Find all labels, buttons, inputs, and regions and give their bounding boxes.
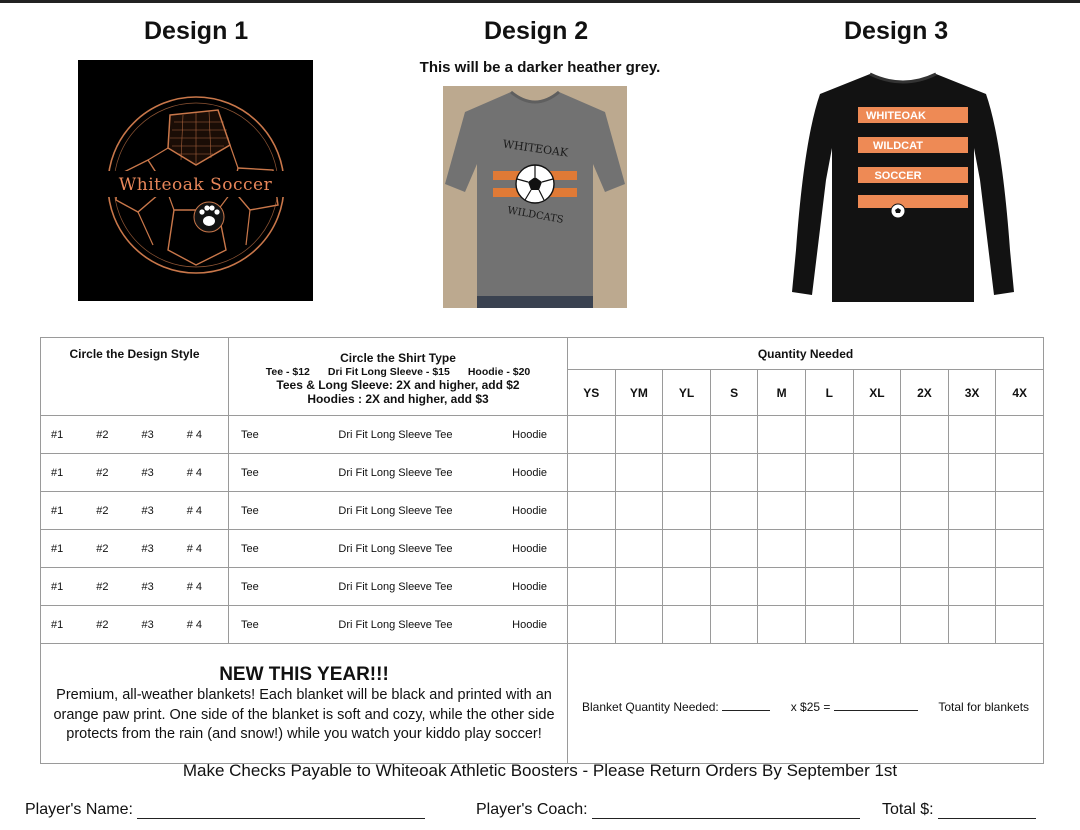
qty-cell-yl[interactable] — [663, 530, 711, 568]
type-option-drifit[interactable]: Dri Fit Long Sleeve Tee — [338, 504, 453, 517]
type-option-tee[interactable]: Tee — [241, 428, 259, 441]
blanket-total-field[interactable] — [834, 710, 918, 711]
design-choice-cell — [41, 454, 229, 492]
player-coach-field — [476, 801, 860, 819]
qty-cell-4x[interactable] — [996, 416, 1044, 454]
qty-cell-ys[interactable] — [568, 416, 616, 454]
design-1-image — [78, 60, 313, 301]
qty-cell-yl[interactable] — [663, 492, 711, 530]
qty-cell-3x[interactable] — [948, 416, 996, 454]
qty-cell-s[interactable] — [710, 416, 758, 454]
qty-cell-l[interactable] — [805, 492, 853, 530]
design-option-3[interactable]: #3 — [141, 504, 154, 517]
qty-cell-m[interactable] — [758, 416, 806, 454]
type-option-tee[interactable]: Tee — [241, 618, 259, 631]
qty-cell-3x[interactable] — [948, 568, 996, 606]
qty-cell-ys[interactable] — [568, 454, 616, 492]
qty-cell-ym[interactable] — [615, 492, 663, 530]
size-header-m: M — [758, 370, 806, 416]
shirt-type-title: Circle the Shirt Type — [340, 351, 456, 365]
qty-cell-ym[interactable] — [615, 606, 663, 644]
design-2-note: This will be a darker heather grey. — [419, 59, 661, 76]
design-choice-cell — [41, 568, 229, 606]
design-option-4[interactable]: # 4 — [186, 618, 202, 631]
type-option-tee[interactable]: Tee — [241, 504, 259, 517]
player-name-label: Player's Name: — [25, 801, 133, 818]
design-choice-cell — [41, 606, 229, 644]
design-choice-cell — [41, 530, 229, 568]
total-field — [882, 801, 1036, 819]
design-option-3[interactable]: #3 — [141, 618, 154, 631]
size-header-s: S — [710, 370, 758, 416]
blanket-promo — [41, 644, 568, 764]
size-header-4x: 4X — [996, 370, 1044, 416]
blanket-total-label: Total for blankets — [938, 699, 1030, 714]
qty-cell-4x[interactable] — [996, 606, 1044, 644]
qty-cell-2x[interactable] — [901, 416, 949, 454]
qty-cell-2x[interactable] — [901, 492, 949, 530]
order-form-table — [40, 337, 1044, 764]
upcharge-tees: Tees & Long Sleeve: 2X and higher, add $2 — [276, 378, 520, 392]
size-header-l: L — [805, 370, 853, 416]
qty-cell-l[interactable] — [805, 530, 853, 568]
design-2-logo-bottom: WILDCATS — [506, 205, 565, 226]
new-this-year-title: NEW THIS YEAR!!! — [219, 664, 389, 686]
type-option-hoodie[interactable]: Hoodie — [512, 428, 547, 441]
qty-cell-2x[interactable] — [901, 606, 949, 644]
design-style-header: Circle the Design Style — [41, 338, 229, 416]
total-label: Total $: — [882, 801, 934, 818]
design-3-title: Design 3 — [844, 17, 949, 45]
size-header-3x: 3X — [948, 370, 996, 416]
qty-cell-xl[interactable] — [853, 416, 901, 454]
type-option-drifit[interactable]: Dri Fit Long Sleeve Tee — [338, 428, 453, 441]
design-option-1[interactable]: #1 — [51, 428, 64, 441]
qty-cell-xl[interactable] — [853, 530, 901, 568]
grey-tshirt-icon — [443, 86, 627, 308]
qty-cell-xl[interactable] — [853, 606, 901, 644]
design-choice-cell — [41, 416, 229, 454]
type-option-tee[interactable]: Tee — [241, 466, 259, 479]
qty-cell-yl[interactable] — [663, 568, 711, 606]
shirt-type-cell — [229, 606, 568, 644]
design-option-1[interactable]: #1 — [51, 542, 64, 555]
qty-cell-4x[interactable] — [996, 492, 1044, 530]
design-option-4[interactable]: # 4 — [186, 542, 202, 555]
type-option-drifit[interactable]: Dri Fit Long Sleeve Tee — [338, 618, 453, 631]
shirt-type-cell — [229, 568, 568, 606]
qty-cell-s[interactable] — [710, 568, 758, 606]
design-option-1[interactable]: #1 — [51, 580, 64, 593]
qty-cell-ys[interactable] — [568, 530, 616, 568]
price-tee: Tee - $12 — [265, 366, 310, 378]
total-input[interactable] — [938, 818, 1036, 819]
order-row — [41, 530, 1044, 568]
qty-cell-3x[interactable] — [948, 492, 996, 530]
qty-cell-ys[interactable] — [568, 568, 616, 606]
qty-cell-ym[interactable] — [615, 568, 663, 606]
design-3-image — [788, 70, 1018, 302]
price-line — [233, 366, 563, 378]
blanket-order-line — [568, 700, 1043, 714]
player-coach-input[interactable] — [592, 818, 860, 819]
type-option-hoodie[interactable]: Hoodie — [512, 542, 547, 555]
qty-cell-l[interactable] — [805, 568, 853, 606]
design-option-1[interactable]: #1 — [51, 618, 64, 631]
order-row — [41, 568, 1044, 606]
design-option-1[interactable]: #1 — [51, 504, 64, 517]
design-2-logo-top: WHITEOAK — [502, 137, 569, 160]
qty-cell-2x[interactable] — [901, 454, 949, 492]
qty-cell-ym[interactable] — [615, 530, 663, 568]
price-hoodie: Hoodie - $20 — [467, 366, 531, 378]
checks-payable-note: Make Checks Payable to Whiteoak Athletic Boosters - Please Return Orders By September 1st — [182, 761, 898, 780]
qty-cell-s[interactable] — [710, 530, 758, 568]
design-option-4[interactable]: # 4 — [186, 504, 202, 517]
order-row — [41, 454, 1044, 492]
qty-cell-4x[interactable] — [996, 568, 1044, 606]
type-option-hoodie[interactable]: Hoodie — [512, 618, 547, 631]
type-option-tee[interactable]: Tee — [241, 580, 259, 593]
shirt-type-header — [229, 338, 568, 416]
qty-cell-s[interactable] — [710, 492, 758, 530]
design-3-stripe-3: SOCCER — [874, 170, 922, 182]
design-option-2[interactable]: #2 — [96, 542, 109, 555]
qty-cell-xl[interactable] — [853, 568, 901, 606]
qty-cell-ys[interactable] — [568, 492, 616, 530]
qty-cell-m[interactable] — [758, 492, 806, 530]
shirt-type-cell — [229, 492, 568, 530]
design-option-2[interactable]: #2 — [96, 618, 109, 631]
qty-cell-2x[interactable] — [901, 568, 949, 606]
design-3-stripe-1: WHITEOAK — [866, 110, 926, 122]
qty-cell-3x[interactable] — [948, 530, 996, 568]
blanket-description: Premium, all-weather blankets! Each blanket will be black and printed with an orange paw print. One side of the blanket is soft and cozy, while the other side protects from the rain (and snow!) while you watch your kiddo play soccer! — [53, 687, 555, 743]
qty-cell-3x[interactable] — [948, 454, 996, 492]
order-row — [41, 606, 1044, 644]
qty-cell-s[interactable] — [710, 454, 758, 492]
design-3-stripe-2: WILDCAT — [873, 140, 923, 152]
design-option-2[interactable]: #2 — [96, 504, 109, 517]
quantity-needed-header: Quantity Needed — [568, 338, 1044, 370]
blanket-price: x $25 = — [791, 700, 918, 714]
type-option-hoodie[interactable]: Hoodie — [512, 466, 547, 479]
type-option-hoodie[interactable]: Hoodie — [512, 580, 547, 593]
player-name-field — [25, 801, 425, 819]
design-2-title: Design 2 — [484, 17, 589, 45]
design-option-2[interactable]: #2 — [96, 466, 109, 479]
design-option-3[interactable]: #3 — [141, 428, 154, 441]
size-header-yl: YL — [663, 370, 711, 416]
design-option-3[interactable]: #3 — [141, 580, 154, 593]
shirt-type-cell — [229, 416, 568, 454]
design-choice-cell — [41, 492, 229, 530]
blanket-qty-field[interactable] — [722, 710, 770, 711]
design-option-2[interactable]: #2 — [96, 428, 109, 441]
qty-cell-2x[interactable] — [901, 530, 949, 568]
black-longsleeve-icon — [788, 70, 1018, 302]
qty-cell-4x[interactable] — [996, 530, 1044, 568]
qty-cell-s[interactable] — [710, 606, 758, 644]
price-drifit: Dri Fit Long Sleeve - $15 — [327, 366, 450, 378]
qty-cell-xl[interactable] — [853, 454, 901, 492]
blanket-qty-label: Blanket Quantity Needed: — [582, 700, 770, 714]
size-header-2x: 2X — [901, 370, 949, 416]
design-1-title: Design 1 — [144, 17, 249, 45]
design-option-4[interactable]: # 4 — [186, 428, 202, 441]
qty-cell-l[interactable] — [805, 454, 853, 492]
player-name-input[interactable] — [137, 818, 425, 819]
size-header-ys: YS — [568, 370, 616, 416]
design-2-image — [443, 86, 627, 308]
qty-cell-3x[interactable] — [948, 606, 996, 644]
shirt-type-cell — [229, 530, 568, 568]
qty-cell-l[interactable] — [805, 416, 853, 454]
shirt-type-cell — [229, 454, 568, 492]
design-option-3[interactable]: #3 — [141, 542, 154, 555]
design-option-3[interactable]: #3 — [141, 466, 154, 479]
order-row — [41, 416, 1044, 454]
design-option-4[interactable]: # 4 — [186, 580, 202, 593]
qty-cell-l[interactable] — [805, 606, 853, 644]
type-option-drifit[interactable]: Dri Fit Long Sleeve Tee — [338, 542, 453, 555]
soccer-ball-logo-icon — [78, 60, 313, 301]
design-option-4[interactable]: # 4 — [186, 466, 202, 479]
type-option-drifit[interactable]: Dri Fit Long Sleeve Tee — [338, 580, 453, 593]
top-border — [0, 0, 1080, 3]
qty-cell-m[interactable] — [758, 530, 806, 568]
qty-cell-yl[interactable] — [663, 606, 711, 644]
size-header-ym: YM — [615, 370, 663, 416]
type-option-drifit[interactable]: Dri Fit Long Sleeve Tee — [338, 466, 453, 479]
qty-cell-xl[interactable] — [853, 492, 901, 530]
qty-cell-ys[interactable] — [568, 606, 616, 644]
qty-cell-m[interactable] — [758, 606, 806, 644]
qty-cell-yl[interactable] — [663, 454, 711, 492]
type-option-hoodie[interactable]: Hoodie — [512, 504, 547, 517]
upcharge-hoodies: Hoodies : 2X and higher, add $3 — [307, 392, 489, 406]
qty-cell-m[interactable] — [758, 454, 806, 492]
type-option-tee[interactable]: Tee — [241, 542, 259, 555]
qty-cell-yl[interactable] — [663, 416, 711, 454]
qty-cell-ym[interactable] — [615, 454, 663, 492]
player-coach-label: Player's Coach: — [476, 801, 588, 818]
qty-cell-m[interactable] — [758, 568, 806, 606]
design-option-2[interactable]: #2 — [96, 580, 109, 593]
size-header-xl: XL — [853, 370, 901, 416]
qty-cell-4x[interactable] — [996, 454, 1044, 492]
qty-cell-ym[interactable] — [615, 416, 663, 454]
blanket-order-cell — [568, 644, 1044, 764]
order-row — [41, 492, 1044, 530]
design-1-logo-text: Whiteoak Soccer — [118, 175, 273, 195]
design-option-1[interactable]: #1 — [51, 466, 64, 479]
